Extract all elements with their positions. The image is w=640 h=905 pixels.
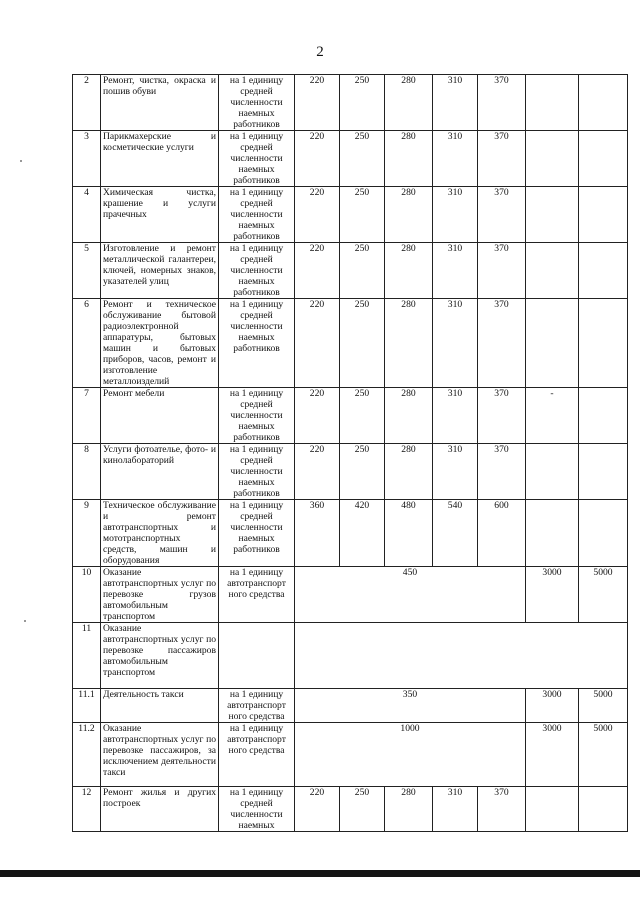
value-cell: 370 bbox=[478, 131, 526, 187]
activity-name: Парикмахерские и косметические услуги bbox=[101, 131, 219, 187]
activity-name: Оказание автотранспортных услуг по перевозке пассажиров автомобильным транспортом bbox=[101, 623, 219, 689]
table-row bbox=[73, 567, 628, 623]
value-cell: 250 bbox=[340, 388, 385, 444]
activity-name: Оказание автотранспортных услуг по перевозке пассажиров, за исключением деятельности такси bbox=[101, 723, 219, 787]
table-row bbox=[73, 689, 628, 723]
table-row bbox=[73, 243, 628, 299]
extra-value-cell bbox=[579, 388, 628, 444]
value-cell: 370 bbox=[478, 444, 526, 500]
value-cell: 310 bbox=[433, 787, 478, 832]
scan-edge-bar bbox=[0, 870, 640, 877]
unit-cell: на 1 единицу средней численности наемных bbox=[219, 787, 295, 832]
value-cell: 370 bbox=[478, 299, 526, 388]
extra-value-cell bbox=[579, 299, 628, 388]
row-number: 7 bbox=[73, 388, 101, 444]
value-cell: 370 bbox=[478, 187, 526, 243]
value-cell: 310 bbox=[433, 75, 478, 131]
activity-name: Изготовление и ремонт металлической галантереи, ключей, номерных знаков, указателей улиц bbox=[101, 243, 219, 299]
extra-value-cell bbox=[526, 75, 579, 131]
value-cell: 310 bbox=[433, 187, 478, 243]
activity-name: Ремонт мебели bbox=[101, 388, 219, 444]
table-row bbox=[73, 75, 628, 131]
unit-cell: на 1 единицу средней численности наемных работников bbox=[219, 444, 295, 500]
value-cell: 250 bbox=[340, 243, 385, 299]
extra-value-cell bbox=[526, 787, 579, 832]
value-cell: 540 bbox=[433, 500, 478, 567]
unit-cell: на 1 единицу средней численности наемных работников bbox=[219, 243, 295, 299]
value-cell: 280 bbox=[385, 75, 433, 131]
table-row bbox=[73, 299, 628, 388]
merged-value-cell: 450 bbox=[295, 567, 526, 623]
extra-value-cell bbox=[579, 243, 628, 299]
value-cell: 310 bbox=[433, 299, 478, 388]
unit-cell: на 1 единицу автотранспорт ного средства bbox=[219, 723, 295, 787]
value-cell: 250 bbox=[340, 787, 385, 832]
value-cell: 280 bbox=[385, 243, 433, 299]
value-cell: 420 bbox=[340, 500, 385, 567]
value-cell: 310 bbox=[433, 388, 478, 444]
unit-cell: на 1 единицу средней численности наемных работников bbox=[219, 75, 295, 131]
extra-value-cell: 3000 bbox=[526, 689, 579, 723]
row-number: 11.2 bbox=[73, 723, 101, 787]
value-cell: 250 bbox=[340, 75, 385, 131]
extra-value-cell bbox=[579, 131, 628, 187]
value-cell: 280 bbox=[385, 388, 433, 444]
activity-name: Деятельность такси bbox=[101, 689, 219, 723]
extra-value-cell bbox=[579, 500, 628, 567]
value-cell: 280 bbox=[385, 444, 433, 500]
activity-name: Техническое обслуживание и ремонт автотранспортных и мототранспортных средств, машин и оборудования bbox=[101, 500, 219, 567]
value-cell: 220 bbox=[295, 299, 340, 388]
extra-value-cell: 5000 bbox=[579, 567, 628, 623]
table-row bbox=[73, 623, 628, 689]
value-cell: 310 bbox=[433, 131, 478, 187]
extra-value-cell bbox=[579, 187, 628, 243]
value-cell: 250 bbox=[340, 444, 385, 500]
extra-value-cell bbox=[526, 131, 579, 187]
scan-speck bbox=[20, 160, 22, 162]
merged-value-cell: 1000 bbox=[295, 723, 526, 787]
activity-name: Услуги фотоателье, фото- и кинолабораторий bbox=[101, 444, 219, 500]
row-number: 3 bbox=[73, 131, 101, 187]
unit-cell: на 1 единицу автотранспорт ного средства bbox=[219, 567, 295, 623]
value-cell: 250 bbox=[340, 131, 385, 187]
value-cell: 220 bbox=[295, 243, 340, 299]
value-cell: 370 bbox=[478, 243, 526, 299]
value-cell: 370 bbox=[478, 388, 526, 444]
table-body bbox=[73, 75, 628, 832]
extra-value-cell bbox=[579, 444, 628, 500]
value-cell: 370 bbox=[478, 787, 526, 832]
value-cell: 220 bbox=[295, 444, 340, 500]
row-number: 12 bbox=[73, 787, 101, 832]
value-cell: 220 bbox=[295, 131, 340, 187]
value-cell: 250 bbox=[340, 299, 385, 388]
value-cell: 280 bbox=[385, 299, 433, 388]
extra-value-cell bbox=[526, 500, 579, 567]
value-cell: 220 bbox=[295, 187, 340, 243]
row-number: 8 bbox=[73, 444, 101, 500]
extra-value-cell bbox=[526, 187, 579, 243]
extra-value-cell: 5000 bbox=[579, 723, 628, 787]
unit-cell: на 1 единицу средней численности наемных работников bbox=[219, 131, 295, 187]
extra-value-cell: 5000 bbox=[579, 689, 628, 723]
value-cell: 280 bbox=[385, 131, 433, 187]
table-row bbox=[73, 787, 628, 832]
value-cell: 250 bbox=[340, 187, 385, 243]
table-row bbox=[73, 388, 628, 444]
value-cell: 280 bbox=[385, 187, 433, 243]
extra-value-cell: - bbox=[526, 388, 579, 444]
extra-value-cell: 3000 bbox=[526, 567, 579, 623]
extra-value-cell bbox=[526, 299, 579, 388]
tariff-table bbox=[72, 74, 628, 832]
activity-name: Ремонт жилья и других построек bbox=[101, 787, 219, 832]
row-number: 5 bbox=[73, 243, 101, 299]
value-cell: 220 bbox=[295, 75, 340, 131]
activity-name: Оказание автотранспортных услуг по перевозке грузов автомобильным транспортом bbox=[101, 567, 219, 623]
unit-cell bbox=[219, 623, 295, 689]
table-row bbox=[73, 500, 628, 567]
value-cell: 220 bbox=[295, 787, 340, 832]
value-cell: 220 bbox=[295, 388, 340, 444]
row-number: 2 bbox=[73, 75, 101, 131]
extra-value-cell bbox=[579, 75, 628, 131]
extra-value-cell: 3000 bbox=[526, 723, 579, 787]
merged-empty-cell bbox=[295, 623, 628, 689]
merged-value-cell: 350 bbox=[295, 689, 526, 723]
value-cell: 310 bbox=[433, 444, 478, 500]
activity-name: Ремонт и техническое обслуживание бытовой радиоэлектронной аппаратуры, бытовых машин и бытовых приборов, часов, ремонт и изготовление металлоизделий bbox=[101, 299, 219, 388]
page-number: 2 bbox=[316, 44, 324, 60]
row-number: 11.1 bbox=[73, 689, 101, 723]
row-number: 11 bbox=[73, 623, 101, 689]
unit-cell: на 1 единицу средней численности наемных работников bbox=[219, 299, 295, 388]
extra-value-cell bbox=[579, 787, 628, 832]
row-number: 10 bbox=[73, 567, 101, 623]
row-number: 9 bbox=[73, 500, 101, 567]
table-row bbox=[73, 131, 628, 187]
unit-cell: на 1 единицу средней численности наемных работников bbox=[219, 500, 295, 567]
activity-name: Химическая чистка, крашение и услуги прачечных bbox=[101, 187, 219, 243]
row-number: 6 bbox=[73, 299, 101, 388]
value-cell: 600 bbox=[478, 500, 526, 567]
scan-speck bbox=[24, 620, 26, 622]
activity-name: Ремонт, чистка, окраска и пошив обуви bbox=[101, 75, 219, 131]
value-cell: 370 bbox=[478, 75, 526, 131]
value-cell: 480 bbox=[385, 500, 433, 567]
table-row bbox=[73, 444, 628, 500]
unit-cell: на 1 единицу средней численности наемных работников bbox=[219, 388, 295, 444]
extra-value-cell bbox=[526, 243, 579, 299]
value-cell: 310 bbox=[433, 243, 478, 299]
row-number: 4 bbox=[73, 187, 101, 243]
unit-cell: на 1 единицу средней численности наемных работников bbox=[219, 187, 295, 243]
table-row bbox=[73, 187, 628, 243]
value-cell: 360 bbox=[295, 500, 340, 567]
value-cell: 280 bbox=[385, 787, 433, 832]
unit-cell: на 1 единицу автотранспорт ного средства bbox=[219, 689, 295, 723]
extra-value-cell bbox=[526, 444, 579, 500]
table-row bbox=[73, 723, 628, 787]
